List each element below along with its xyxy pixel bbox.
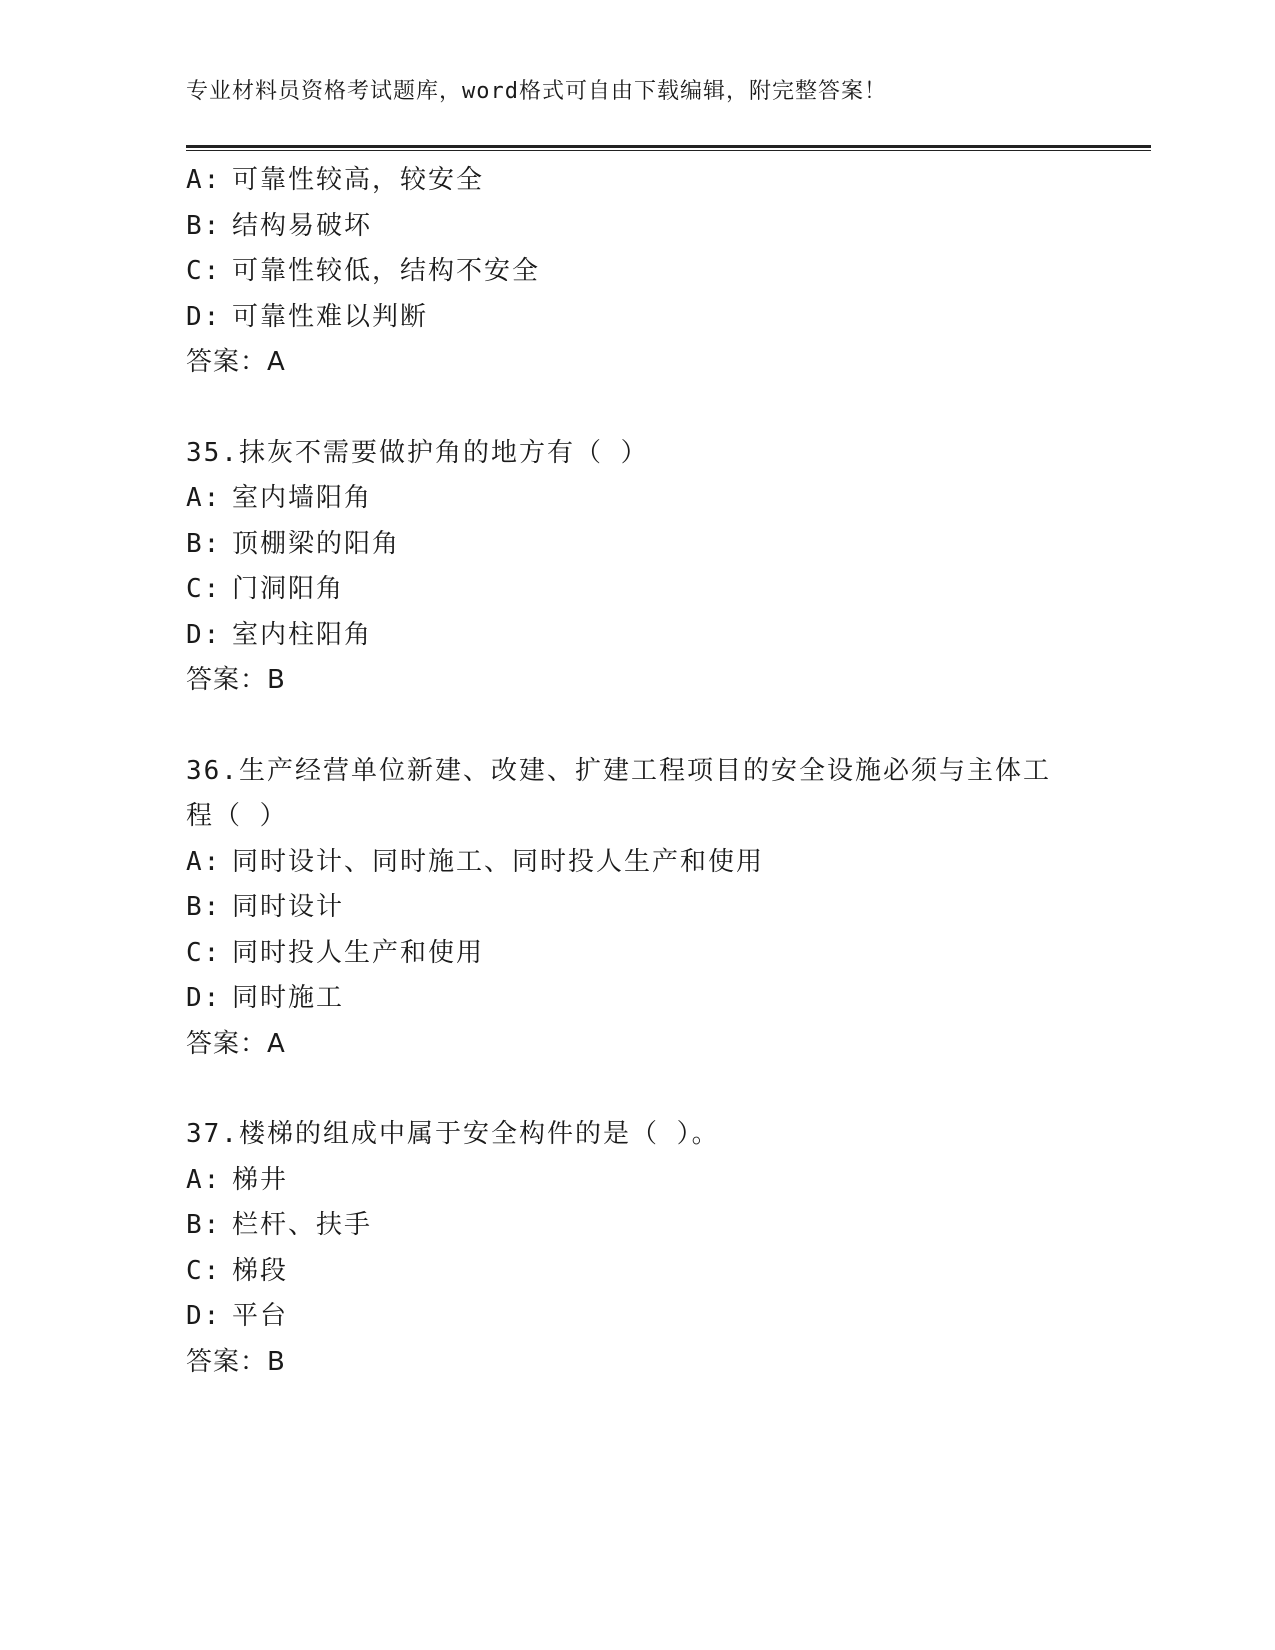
page-header: 专业材料员资格考试题库，word格式可自由下载编辑，附完整答案！ bbox=[186, 79, 887, 104]
answer-line: 答案：A bbox=[186, 347, 286, 377]
option-a: A: 室内墙阳角 bbox=[186, 483, 373, 513]
option-b: B: 同时设计 bbox=[186, 892, 345, 922]
option-d: D: 室内柱阳角 bbox=[186, 619, 373, 650]
question-stem-line-1: 36.生产经营单位新建、改建、扩建工程项目的安全设施必须与主体工 bbox=[186, 755, 1051, 786]
answer-line: 答案：B bbox=[186, 665, 286, 695]
question-35 bbox=[186, 431, 1086, 704]
answer-line: 答案：B bbox=[186, 1346, 286, 1377]
option-b: B: 顶棚梁的阳角 bbox=[186, 528, 401, 559]
spacer bbox=[186, 704, 1086, 749]
question-stem: 35.抹灰不需要做护角的地方有（ ） bbox=[186, 437, 649, 468]
answer-line: 答案：A bbox=[186, 1028, 286, 1059]
option-a: A: 可靠性较高，较安全 bbox=[186, 165, 485, 195]
question-stem: 37.楼梯的组成中属于安全构件的是（ ）。 bbox=[186, 1119, 720, 1149]
option-c: C: 可靠性较低，结构不安全 bbox=[186, 256, 541, 286]
option-b: B: 栏杆、扶手 bbox=[186, 1210, 373, 1240]
option-c: C: 同时投人生产和使用 bbox=[186, 937, 485, 968]
question-content bbox=[186, 158, 1086, 1385]
option-d: D: 平台 bbox=[186, 1301, 289, 1331]
header-rule-thick bbox=[186, 145, 1151, 148]
option-a: A: 梯井 bbox=[186, 1164, 289, 1195]
question-36 bbox=[186, 749, 1086, 1068]
question-34-continued bbox=[186, 158, 1086, 386]
question-stem-line-2: 程（ ） bbox=[186, 801, 288, 831]
option-b: B: 结构易破坏 bbox=[186, 210, 373, 241]
question-37 bbox=[186, 1112, 1086, 1385]
option-c: C: 梯段 bbox=[186, 1255, 289, 1286]
option-a: A: 同时设计、同时施工、同时投人生产和使用 bbox=[186, 846, 765, 877]
option-d: D: 可靠性难以判断 bbox=[186, 301, 429, 332]
option-c: C: 门洞阳角 bbox=[186, 574, 345, 604]
header-rule-thin bbox=[186, 150, 1151, 151]
option-d: D: 同时施工 bbox=[186, 983, 345, 1013]
spacer bbox=[186, 1067, 1086, 1112]
spacer bbox=[186, 386, 1086, 431]
